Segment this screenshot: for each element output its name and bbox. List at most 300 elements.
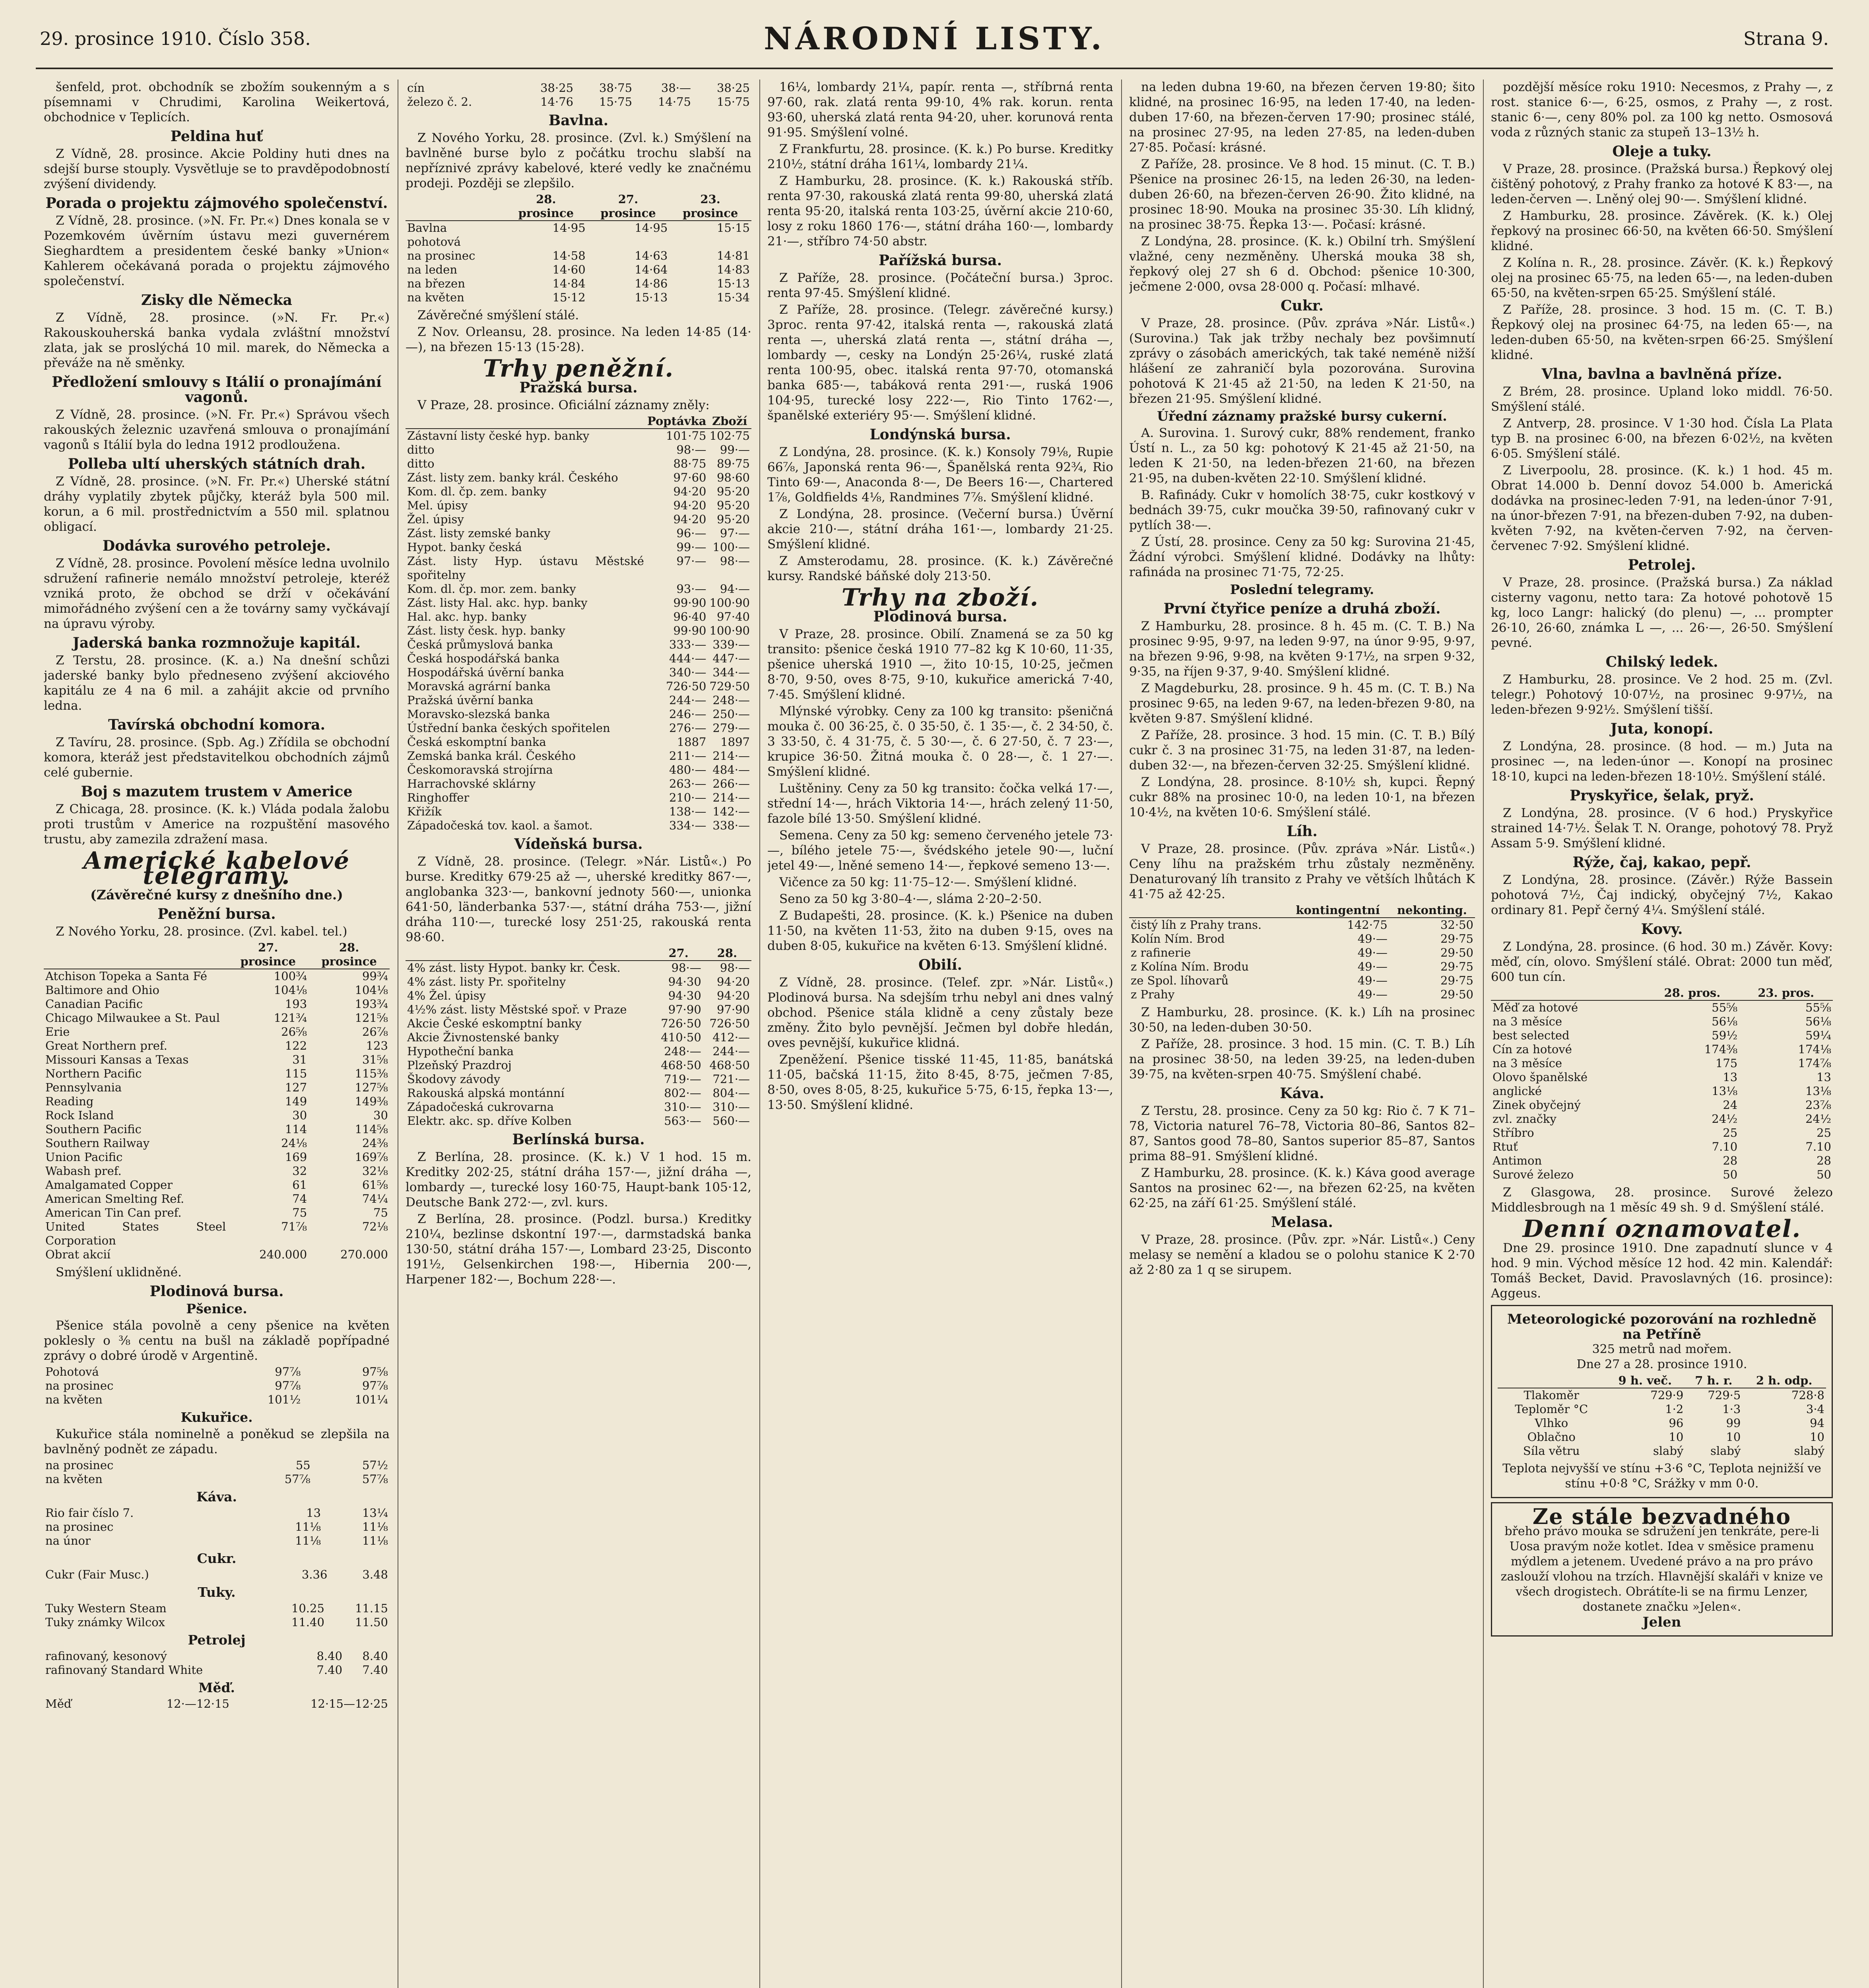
row-value: 97·60 — [673, 471, 706, 484]
row-value: 97·90 — [716, 1003, 750, 1016]
article-text: Z Glasgowa, 28. prosince. Surové železo Middlesbrough na 1 měsíc 49 sh. 9 d. Smýšlení stálé. — [1491, 1185, 1833, 1215]
table-row — [44, 1039, 390, 1053]
article-heading: Zisky dle Německa — [141, 292, 292, 309]
table-row — [406, 277, 751, 291]
ad-text: břeho právo mouka se sdružení jen tenkráte, pere-li Uosa pravým nože kotlet. Idea v směsice pramenu mýdlem a jetenem. Uvedené právo a na pro právo zaslouží vlohou na trzích. Hlavnější skaláři v knize ve všech drogistech. Obrátíte-li se na firmu Lenzer, dostanete značku »Jelen«. — [1500, 1524, 1823, 1614]
row-value: 100·90 — [709, 624, 750, 637]
row-label: Hypot. banky česká — [407, 540, 522, 554]
article-heading: Peldina huť — [170, 128, 263, 145]
table-row — [406, 1058, 751, 1072]
fats-table — [44, 1602, 390, 1629]
row-value: 310·— — [712, 1100, 750, 1114]
table-row — [1491, 1126, 1833, 1140]
table-row — [1491, 1084, 1833, 1098]
article-text: Z Londýna, 28. prosince. (8 hod. — m.) Juta na prosinec —, na leden-únor —. Konopí na prosinec 18·10, kupci na leden-březen 18·10½. Smýšlení stálé. — [1491, 739, 1833, 784]
row-value: 802·— — [664, 1086, 701, 1100]
coffee-table — [44, 1506, 390, 1548]
section-heading: Denní oznamovatel. — [1522, 1215, 1801, 1243]
row-value: 175 — [1715, 1056, 1738, 1070]
table-row — [44, 1178, 390, 1192]
row-value: 29·75 — [1440, 932, 1473, 945]
article-text: Z Paříže, 28. prosince. (Počáteční bursa.) 3proc. renta 97·45. Smýšlení klidné. — [767, 271, 1113, 300]
row-value: 484·— — [712, 763, 750, 777]
table-row — [1498, 1402, 1826, 1416]
row-value: 14·75 — [658, 95, 691, 109]
section-heading: Americké kabelové telegramy. — [83, 847, 350, 890]
row-label: Měď — [45, 1697, 72, 1710]
row-value: 25 — [1723, 1126, 1738, 1140]
row-value: 15·13 — [635, 291, 668, 304]
table-row — [406, 805, 751, 819]
row-value: 61 — [292, 1178, 307, 1192]
row-value: 174⅞ — [1798, 1056, 1831, 1070]
article-heading: Plodinová bursa. — [149, 1283, 284, 1300]
row-label: na květen — [45, 1393, 103, 1406]
table-header — [406, 414, 646, 429]
row-value: 13 — [1817, 1070, 1831, 1084]
article-text: Z Berlína, 28. prosince. (Podzl. bursa.) Kreditky 210¼, bezlinse dskontní 197·—, darmstadská banka 130·50, státní dráha 157·—, Lombard 23·25, Disconto 191½, Gelsenkirchen 198·—, Hibernia 200·—, Harpener 182·—, Bochum 228·—. — [406, 1212, 751, 1287]
row-value: 11⅛ — [362, 1520, 388, 1534]
table-header: 27. prosince — [227, 941, 309, 969]
row-value: 114⅝ — [355, 1122, 388, 1136]
article-text: Z Berlína, 28. prosince. (K. k.) V 1 hod. 15 m. Kreditky 202·25, státní dráha 157·—, jižní dráha —, lombardy —, turecké losy 160·75, Haupt-bank 105·12, Deutsche Bank 272·—, zvl. kurs. — [406, 1150, 751, 1209]
row-value: 11.50 — [355, 1615, 388, 1629]
row-value: 11.15 — [355, 1602, 388, 1615]
table-header: Zboží — [708, 414, 751, 429]
article-text: Z Budapešti, 28. prosince. (K. k.) Pšenice na duben 11·50, na květen 11·53, žito na duben 9·15, oves na duben 8·05, kukuřice na květen 6·13. Smýšlení klidné. — [767, 909, 1113, 953]
row-value: 94·— — [720, 582, 750, 596]
row-value: 728·8 — [1791, 1388, 1824, 1402]
row-label: Tlakoměr — [1524, 1388, 1579, 1402]
row-value: 98·— — [676, 443, 706, 456]
petroleum-table — [44, 1649, 390, 1677]
row-label: Zást. listy Hal. akc. hyp. banky — [407, 596, 588, 610]
row-value: 3.36 — [301, 1568, 328, 1581]
row-value: 138·— — [669, 805, 706, 818]
table-row — [406, 249, 751, 263]
row-value: 3.48 — [362, 1568, 388, 1581]
row-value: 104⅛ — [355, 983, 388, 997]
row-value: 266·— — [712, 777, 750, 790]
section-heading: Trhy peněžní. — [483, 355, 674, 382]
row-value: 38·75 — [599, 81, 633, 95]
row-value: 32⅛ — [362, 1164, 388, 1178]
table-row — [44, 1150, 390, 1164]
article-text: Smýšlení uklidněné. — [56, 1265, 182, 1279]
row-label: ditto — [407, 443, 435, 456]
table-row — [406, 1100, 751, 1114]
table-row — [406, 1072, 751, 1086]
row-value: 72⅛ — [362, 1220, 388, 1233]
article-heading: Juta, konopí. — [1610, 720, 1714, 737]
weather-date: Dne 27 a 28. prosince 1910. — [1576, 1357, 1747, 1371]
table-row — [406, 291, 751, 305]
row-value: 96·40 — [673, 610, 706, 623]
row-label: Kolín Ním. Brod — [1131, 932, 1225, 945]
article-text: Z Vídně, 28. prosince. (»N. Fr. Pr.«) Rakouskouherská banka vydala zvláštní množství zlata, jak se proslýchá 10 mil. marek, do Německa a převáže na ně směnky. — [44, 311, 390, 370]
article-text: B. Rafinády. Cukr v homolích 38·75, cukr kostkový v bednách 39·75, cukr moučka 39·50, rafinovaný cukr v pytlích 38·—. — [1129, 488, 1475, 532]
row-value: 28 — [1723, 1154, 1738, 1167]
table-row — [44, 1649, 390, 1663]
row-label: Kom. dl. čp. mor. zem. banky — [407, 582, 576, 596]
row-label: Pohotová — [45, 1365, 99, 1378]
row-value: 15·12 — [552, 291, 586, 304]
row-label: na únor — [45, 1534, 91, 1547]
article-text: Z Amsterodamu, 28. prosince. (K. k.) Závěrečné kursy. Randské báňské doly 213·50. — [767, 554, 1113, 583]
spirits-table — [1129, 903, 1475, 1002]
table-row — [1491, 1112, 1833, 1126]
row-label: Rock Island — [45, 1109, 114, 1122]
table-row — [44, 1109, 390, 1122]
table-row — [1491, 1029, 1833, 1043]
row-label: Česká hospodářská banka — [407, 652, 560, 665]
article-text: Z Frankfurtu, 28. prosince. (K. k.) Po burse. Kreditky 210½, státní dráha 161¼, lombardy 21¼. — [767, 142, 1113, 171]
row-value: 13¼ — [362, 1506, 388, 1520]
row-value: 61⅝ — [362, 1178, 388, 1192]
row-value: 412·— — [712, 1031, 750, 1044]
row-label: Great Northern pref. — [45, 1039, 167, 1052]
row-value: 14·76 — [540, 95, 574, 109]
row-value: 14·95 — [552, 221, 586, 235]
row-value: 15·13 — [716, 277, 750, 290]
article-text: Pšenice stála povolně a ceny pšenice na květen poklesly o ⅜ centu na bušl na základě popřípadné zprávy o dobré úrodě v Argentině. — [44, 1318, 390, 1363]
weather-table — [1498, 1374, 1826, 1458]
row-value: 729·5 — [1708, 1388, 1741, 1402]
row-value: 98·— — [671, 961, 701, 975]
article-text: Z Londýna, 28. prosince. (Závěr.) Rýže Bassein pohotová 7½, Čaj indický, obyčejný 7½, Kakao ordinary 81. Pepř černý 4¼. Smýšlení stálé. — [1491, 873, 1833, 917]
table-row — [1498, 1444, 1826, 1458]
row-value: 99·90 — [673, 596, 706, 610]
article-text: Z Antverp, 28. prosince. V 1·30 hod. Čísla La Plata typ B. na prosinec 6·00, na březen 6·02½, na květen 6·05. Smýšlení stálé. — [1491, 416, 1833, 461]
row-value: 14·63 — [635, 249, 668, 262]
article-text: Z Chicaga, 28. prosince. (K. k.) Vláda podala žalobu proti trustům v Americe na rozpuštění masového trustu, aby zamezila zdražení masa. — [44, 802, 390, 846]
table-row — [406, 443, 751, 457]
article-heading: Jaderská banka rozmnožuje kapitál. — [72, 635, 361, 651]
row-value: 127 — [285, 1081, 307, 1094]
table-row — [1491, 1140, 1833, 1154]
table-row — [1129, 946, 1475, 960]
row-value: 214·— — [712, 749, 750, 763]
column-3 — [767, 80, 1113, 1988]
row-value: 99·— — [676, 540, 706, 554]
row-value: 26⅞ — [362, 1025, 388, 1039]
table-header — [406, 946, 654, 961]
row-label: na leden — [407, 263, 458, 276]
row-value: 11⅛ — [295, 1520, 321, 1534]
article-text: šenfeld, prot. obchodník se zbožím soukenným a s písemnami v Chrudimi, Karolina Weikertová, obchodnice v Teplicích. — [44, 80, 390, 124]
row-value: 1·2 — [1665, 1402, 1684, 1416]
table-row — [1129, 974, 1475, 988]
row-label: Západočeská tov. kaol. a šamot. — [407, 819, 593, 832]
article-text: Z Londýna, 28. prosince. (V 6 hod.) Pryskyřice strained 14·7½. Šelak T. N. Orange, pohotový 78. Pryž Assam 5·9. Smýšlení klidné. — [1491, 806, 1833, 850]
table-header: 28. prosince — [505, 192, 587, 221]
table-row — [1491, 1168, 1833, 1182]
row-value: 12·15—12·25 — [310, 1697, 388, 1710]
row-value: 25 — [1817, 1126, 1831, 1140]
ad-title: Ze stále bezvadného — [1532, 1504, 1791, 1529]
sugar-table — [44, 1568, 390, 1582]
row-value: 94·30 — [668, 989, 701, 1002]
row-value: 94·20 — [673, 499, 706, 512]
row-value: 726·50 — [661, 1017, 701, 1030]
row-value: 74 — [292, 1192, 307, 1206]
row-label: Olovo španělské — [1492, 1070, 1588, 1084]
row-value: 24½ — [1805, 1112, 1831, 1126]
table-row — [406, 457, 751, 471]
table-row — [44, 1615, 390, 1629]
row-value: 719·— — [664, 1072, 701, 1086]
table-row — [1498, 1430, 1826, 1444]
masthead — [40, 15, 1829, 63]
row-label: Česká eskomptní banka — [407, 735, 546, 749]
row-value: 95·20 — [716, 513, 750, 526]
article-heading: Tavírská obchodní komora. — [108, 716, 326, 733]
article-text: Z Magdeburku, 28. prosince. 9 h. 45 m. (C. T. B.) Na prosinec 9·65, na leden 9·67, na leden-březen 9·80, na květen 9·87. Smýšlení klidné. — [1129, 681, 1475, 726]
article-heading: Káva. — [1280, 1085, 1324, 1102]
row-value: 263·— — [669, 777, 706, 790]
article-heading: Plodinová bursa. — [873, 608, 1007, 625]
row-label: z Prahy — [1131, 988, 1175, 1001]
article-text: V Praze, 28. prosince. (Pražská bursa.) Za náklad cisterny vagonu, netto tara: Za hotové pohotově 15 kg, loco Langr: halický (do plenu) —, ... prompter 26·10, 26·60, známka L —, ... 26·—, 26·50. Smýšlení pevné. — [1491, 575, 1833, 650]
row-value: 12·—12·15 — [166, 1697, 229, 1710]
row-value: 246·— — [669, 707, 706, 721]
table-row — [406, 499, 751, 513]
table-header: 28. prosince — [309, 941, 390, 969]
column-2 — [406, 80, 751, 1988]
column-4 — [1129, 80, 1475, 1988]
row-value: 101¼ — [355, 1393, 388, 1406]
row-value: 174⅜ — [1704, 1043, 1738, 1056]
row-value: 11⅛ — [362, 1534, 388, 1547]
row-value: 30 — [373, 1109, 388, 1122]
table-row — [406, 679, 751, 693]
row-value: 468·50 — [709, 1058, 750, 1072]
table-row — [44, 1011, 390, 1025]
article-text: 16¼, lombardy 21¼, papír. renta —, stříbrná renta 97·60, rak. zlatá renta 99·10, 4% rak. korun. renta 93·60, uherská zlatá renta 94·20, uher. korunová renta 91·95. Smýšlení volné. — [767, 80, 1113, 140]
row-value: 149 — [285, 1095, 307, 1108]
table-row — [44, 1472, 390, 1486]
row-label: Akcie České eskomptní banky — [407, 1017, 582, 1030]
row-value: 444·— — [669, 652, 706, 665]
row-value: 13⅛ — [1712, 1084, 1738, 1098]
row-value: 721·— — [712, 1072, 750, 1086]
row-label: Southern Railway — [45, 1136, 150, 1150]
row-value: 3·4 — [1806, 1402, 1824, 1416]
row-value: 97⅞ — [275, 1365, 301, 1378]
row-label: na 3 měsíce — [1492, 1056, 1562, 1070]
cotton-table — [406, 192, 751, 305]
row-value: 122 — [285, 1039, 307, 1052]
table-row — [1129, 960, 1475, 974]
row-label: Zást. listy zem. banky král. Českého — [407, 471, 618, 484]
row-value: 7.10 — [1712, 1140, 1738, 1153]
row-label: na prosinec — [45, 1379, 114, 1392]
row-value: 410·50 — [661, 1031, 701, 1044]
article-heading: Pařížská bursa. — [878, 252, 1002, 269]
row-value: 563·— — [664, 1114, 701, 1128]
row-label: Rakouská alpská montánní — [407, 1086, 565, 1100]
table-row — [1491, 1015, 1833, 1029]
row-label: 4% zást. listy Hypot. banky kr. Česk. — [407, 961, 621, 975]
row-value: 102·75 — [709, 429, 750, 443]
row-label: železo č. 2. — [407, 95, 472, 109]
row-label: Moravská agrární banka — [407, 679, 551, 693]
article-text: Z Liverpoolu, 28. prosince. (K. k.) 1 hod. 45 m. Obrat 14.000 b. Denní dovoz 54.000 b. Americká dodávka na prosinec-leden 7·91, na leden-únor 7·91, na únor-březen 7·91, na březen-duben 7·92, na duben-květen 7·92, na květen-červen 7·92, na červen-červenec 7·92. Smýšlení klidné. — [1491, 463, 1833, 553]
row-label: Wabash pref. — [45, 1164, 122, 1178]
row-value: 49·— — [1357, 946, 1388, 959]
row-label: Vlhko — [1535, 1416, 1568, 1430]
row-value: 726·50 — [709, 1017, 750, 1030]
issue-date: 29. prosince 1910. Číslo 358. — [40, 28, 311, 49]
row-value: 340·— — [669, 666, 706, 679]
row-value: 270.000 — [340, 1248, 388, 1261]
row-value: 100¾ — [274, 969, 307, 983]
table-row — [406, 1003, 751, 1017]
row-label: Erie — [45, 1025, 70, 1039]
row-label: Žel. úpisy — [407, 513, 464, 526]
article-text: pozdější měsíce roku 1910: Necesmos, z Prahy —, z rost. stanice 6·—, 6·25, osmos, z Prahy —, z rost. stanic 6·—, ceny 80% pol. za 100 kg netto. Osmosová voda z různých stanic za stupeň 13–13½ h. — [1491, 80, 1833, 140]
row-label: Hospodářská úvěrní banka — [407, 666, 564, 679]
row-value: 169⅞ — [355, 1150, 388, 1164]
row-value: 13 — [1723, 1070, 1738, 1084]
metals-price-table — [1491, 986, 1833, 1182]
table-header — [1129, 903, 1287, 918]
table-header: 9 h. več. — [1605, 1374, 1685, 1388]
row-value: 121¾ — [274, 1011, 307, 1025]
article-heading: Polleba ultí uherských státních drah. — [68, 456, 366, 472]
table-header: 7 h. r. — [1685, 1374, 1742, 1388]
weather-note: Teplota nejvyšší ve stínu +3·6 °C, Teplota nejnižší ve stínu +0·8 °C, Srážky v mm 0·0. — [1502, 1462, 1821, 1491]
row-value: 49·— — [1357, 932, 1388, 945]
row-label: Rio fair číslo 7. — [45, 1506, 134, 1520]
article-text: A. Surovina. 1. Surový cukr, 88% rendement, franko Ústí n. L., za 50 kg: pohotový K 21·45 až 21·50, na leden K 21·50, na leden-březen 21·60, na březen 21·95, na duben-květen 22·10. Smýšlení klidné. — [1129, 426, 1475, 485]
article-text: Seno za 50 kg 3·80–4·—, sláma 2·20–2·50. — [779, 892, 1042, 906]
row-label: Zást. listy Hyp. ústavu Městské spořitelny — [407, 554, 644, 582]
row-value: 15·75 — [599, 95, 633, 109]
row-label: Moravsko-slezská banka — [407, 707, 550, 721]
row-label: United States Steel Corporation — [45, 1220, 226, 1247]
vienna-exchange-table — [406, 946, 751, 1128]
article-subheading: Cukr. — [197, 1551, 237, 1566]
table-row — [44, 1136, 390, 1150]
row-value: 149⅜ — [355, 1095, 388, 1108]
table-row — [406, 624, 751, 638]
row-label: Obrat akcií — [45, 1248, 111, 1261]
row-label: z Kolína Ním. Brodu — [1131, 960, 1249, 973]
row-value: 250·— — [712, 707, 750, 721]
table-row — [44, 1568, 390, 1582]
table-row — [406, 513, 751, 526]
row-value: 15·15 — [716, 221, 750, 235]
row-value: 240.000 — [259, 1248, 307, 1261]
row-value: 29·75 — [1440, 974, 1473, 987]
row-label: Plzeňský Prazdroj — [407, 1058, 512, 1072]
article-text: Z Londýna, 28. prosince. 8·10½ sh, kupci. Řepný cukr 88% na prosinec 10·0, na leden 10·1, na březen 10·4½, na květen 10·6. Smýšlení stálé. — [1129, 775, 1475, 819]
table-header: 28. pros. — [1646, 986, 1739, 1000]
row-value: 31⅝ — [362, 1053, 388, 1066]
row-value: 38·— — [661, 81, 691, 95]
row-label: Hal. akc. hyp. banky — [407, 610, 527, 623]
table-row — [1491, 1000, 1833, 1015]
article-heading: Dodávka surového petroleje. — [102, 538, 331, 554]
article-heading: Vlna, bavlna a bavlněná příze. — [1541, 366, 1782, 382]
row-value: 214·— — [712, 791, 750, 804]
column-5 — [1491, 80, 1833, 1988]
row-value: 15·34 — [716, 291, 750, 304]
article-heading: Porada o projektu zájmového společenství. — [45, 195, 388, 212]
row-label: Union Pacific — [45, 1150, 123, 1164]
table-row — [44, 1458, 390, 1472]
row-value: 98·— — [720, 961, 750, 975]
article-text: V Praze, 28. prosince. Obilí. Znamená se za 50 kg transito: pšenice česká 1910 77–82 kg K 10·60, 11·35, pšenice uherská 1910 —, žito 10·15, 10·25, ječmen 8·70, 9·50, oves 8·75, 9·10, kukuřice americká 7·40, 7·45. Smýšlení klidné. — [767, 627, 1113, 702]
table-row — [406, 763, 751, 777]
weather-box — [1491, 1305, 1833, 1498]
article-text: Z Paříže, 28. prosince. Ve 8 hod. 15 minut. (C. T. B.) Pšenice na prosinec 26·15, na leden 26·30, na leden-duben 26·60, na březen-červen 26·90. Žito klidné, na prosinec 18·90. Mouka na prosinec 35·30. Líh klidný, na prosinec 38·75. Řepka 13·—. Počasí: krásné. — [1129, 157, 1475, 232]
weather-title: Meteorologické pozorování na rozhledně na Petříně — [1507, 1311, 1817, 1342]
wheat-table — [44, 1365, 390, 1407]
row-value: 560·— — [712, 1114, 750, 1128]
row-label: Ústřední banka českých spořitelen — [407, 721, 610, 735]
row-value: 729·50 — [709, 679, 750, 693]
article-heading: Obilí. — [918, 957, 963, 973]
table-row — [406, 81, 751, 95]
article-heading: Kovy. — [1641, 921, 1683, 938]
table-row — [44, 1506, 390, 1520]
article-heading: První čtyřice peníze a druhá zboží. — [1163, 600, 1441, 617]
row-value: 169 — [285, 1150, 307, 1164]
article-text: Z Vídně, 28. prosince. Akcie Poldiny huti dnes na sdejší burse stouply. Vysvětluje se to pravděpodobností zvýšení dividendy. — [44, 147, 390, 191]
article-text: V Praze, 28. prosince. (Pův. zpráva »Nár. Listů«.) (Surovina.) Tak jak tržby nechaly bez povšimnutí zprávy o zásobách amerických, tak také neméně nižší hlášení ze zahraničí byla pozorována. Surovina pohotová K 21·45 až 21·50, na leden K 21·50, na březen 21·95. Smýšlení klidné. — [1129, 316, 1475, 406]
table-row — [406, 554, 751, 582]
row-label: Reading — [45, 1095, 94, 1108]
article-subheading: Tuky. — [198, 1584, 236, 1600]
row-value: 93·— — [676, 582, 706, 596]
row-label: Měď za hotové — [1492, 1001, 1578, 1014]
table-header: nekonting. — [1389, 903, 1475, 918]
row-label: na květen — [45, 1472, 103, 1486]
article-text: V Praze, 28. prosince. (Pův. zpr. »Nár. Listů«.) Ceny melasy se nemění a kladou se o polohu stanice K 2·70 až 2·80 za 1 q se sirupem. — [1129, 1233, 1475, 1277]
row-value: 114 — [285, 1122, 307, 1136]
article-subheading: Káva. — [196, 1489, 237, 1505]
row-value: 248·— — [664, 1044, 701, 1058]
article-heading: Cukr. — [1281, 297, 1324, 314]
newspaper-title: NÁRODNÍ LISTY. — [764, 21, 1105, 57]
page-number: Strana 9. — [1743, 28, 1829, 49]
article-heading: Líh. — [1287, 823, 1318, 840]
row-value: 729·9 — [1650, 1388, 1684, 1402]
row-label: na březen — [407, 277, 465, 290]
table-row — [406, 989, 751, 1003]
table-row — [44, 1053, 390, 1067]
row-value: 121⅝ — [355, 1011, 388, 1025]
row-value: 14·83 — [716, 263, 750, 276]
row-value: 97⅝ — [362, 1365, 388, 1378]
row-value: 123 — [366, 1039, 388, 1052]
table-row — [406, 526, 751, 540]
row-value: 57⅞ — [362, 1472, 388, 1486]
article-text: V Praze, 28. prosince. (Pův. zpráva »Nár. Listů«.) Ceny líhu na pražském trhu zůstaly nezměněny. Denaturovaný líh transito z Prahy ve větších lhůtách K 41·75 až 42·25. — [1129, 842, 1475, 901]
table-row — [406, 693, 751, 707]
table-row — [1498, 1388, 1826, 1402]
table-row — [44, 1095, 390, 1109]
row-value: 193¾ — [355, 997, 388, 1011]
row-value: 1897 — [720, 735, 750, 749]
article-heading: Bavlna. — [548, 112, 609, 129]
article-heading: Melasa. — [1271, 1214, 1333, 1231]
row-value: 11.40 — [291, 1615, 324, 1629]
row-label: Canadian Pacific — [45, 997, 143, 1011]
table-row — [44, 1206, 390, 1220]
